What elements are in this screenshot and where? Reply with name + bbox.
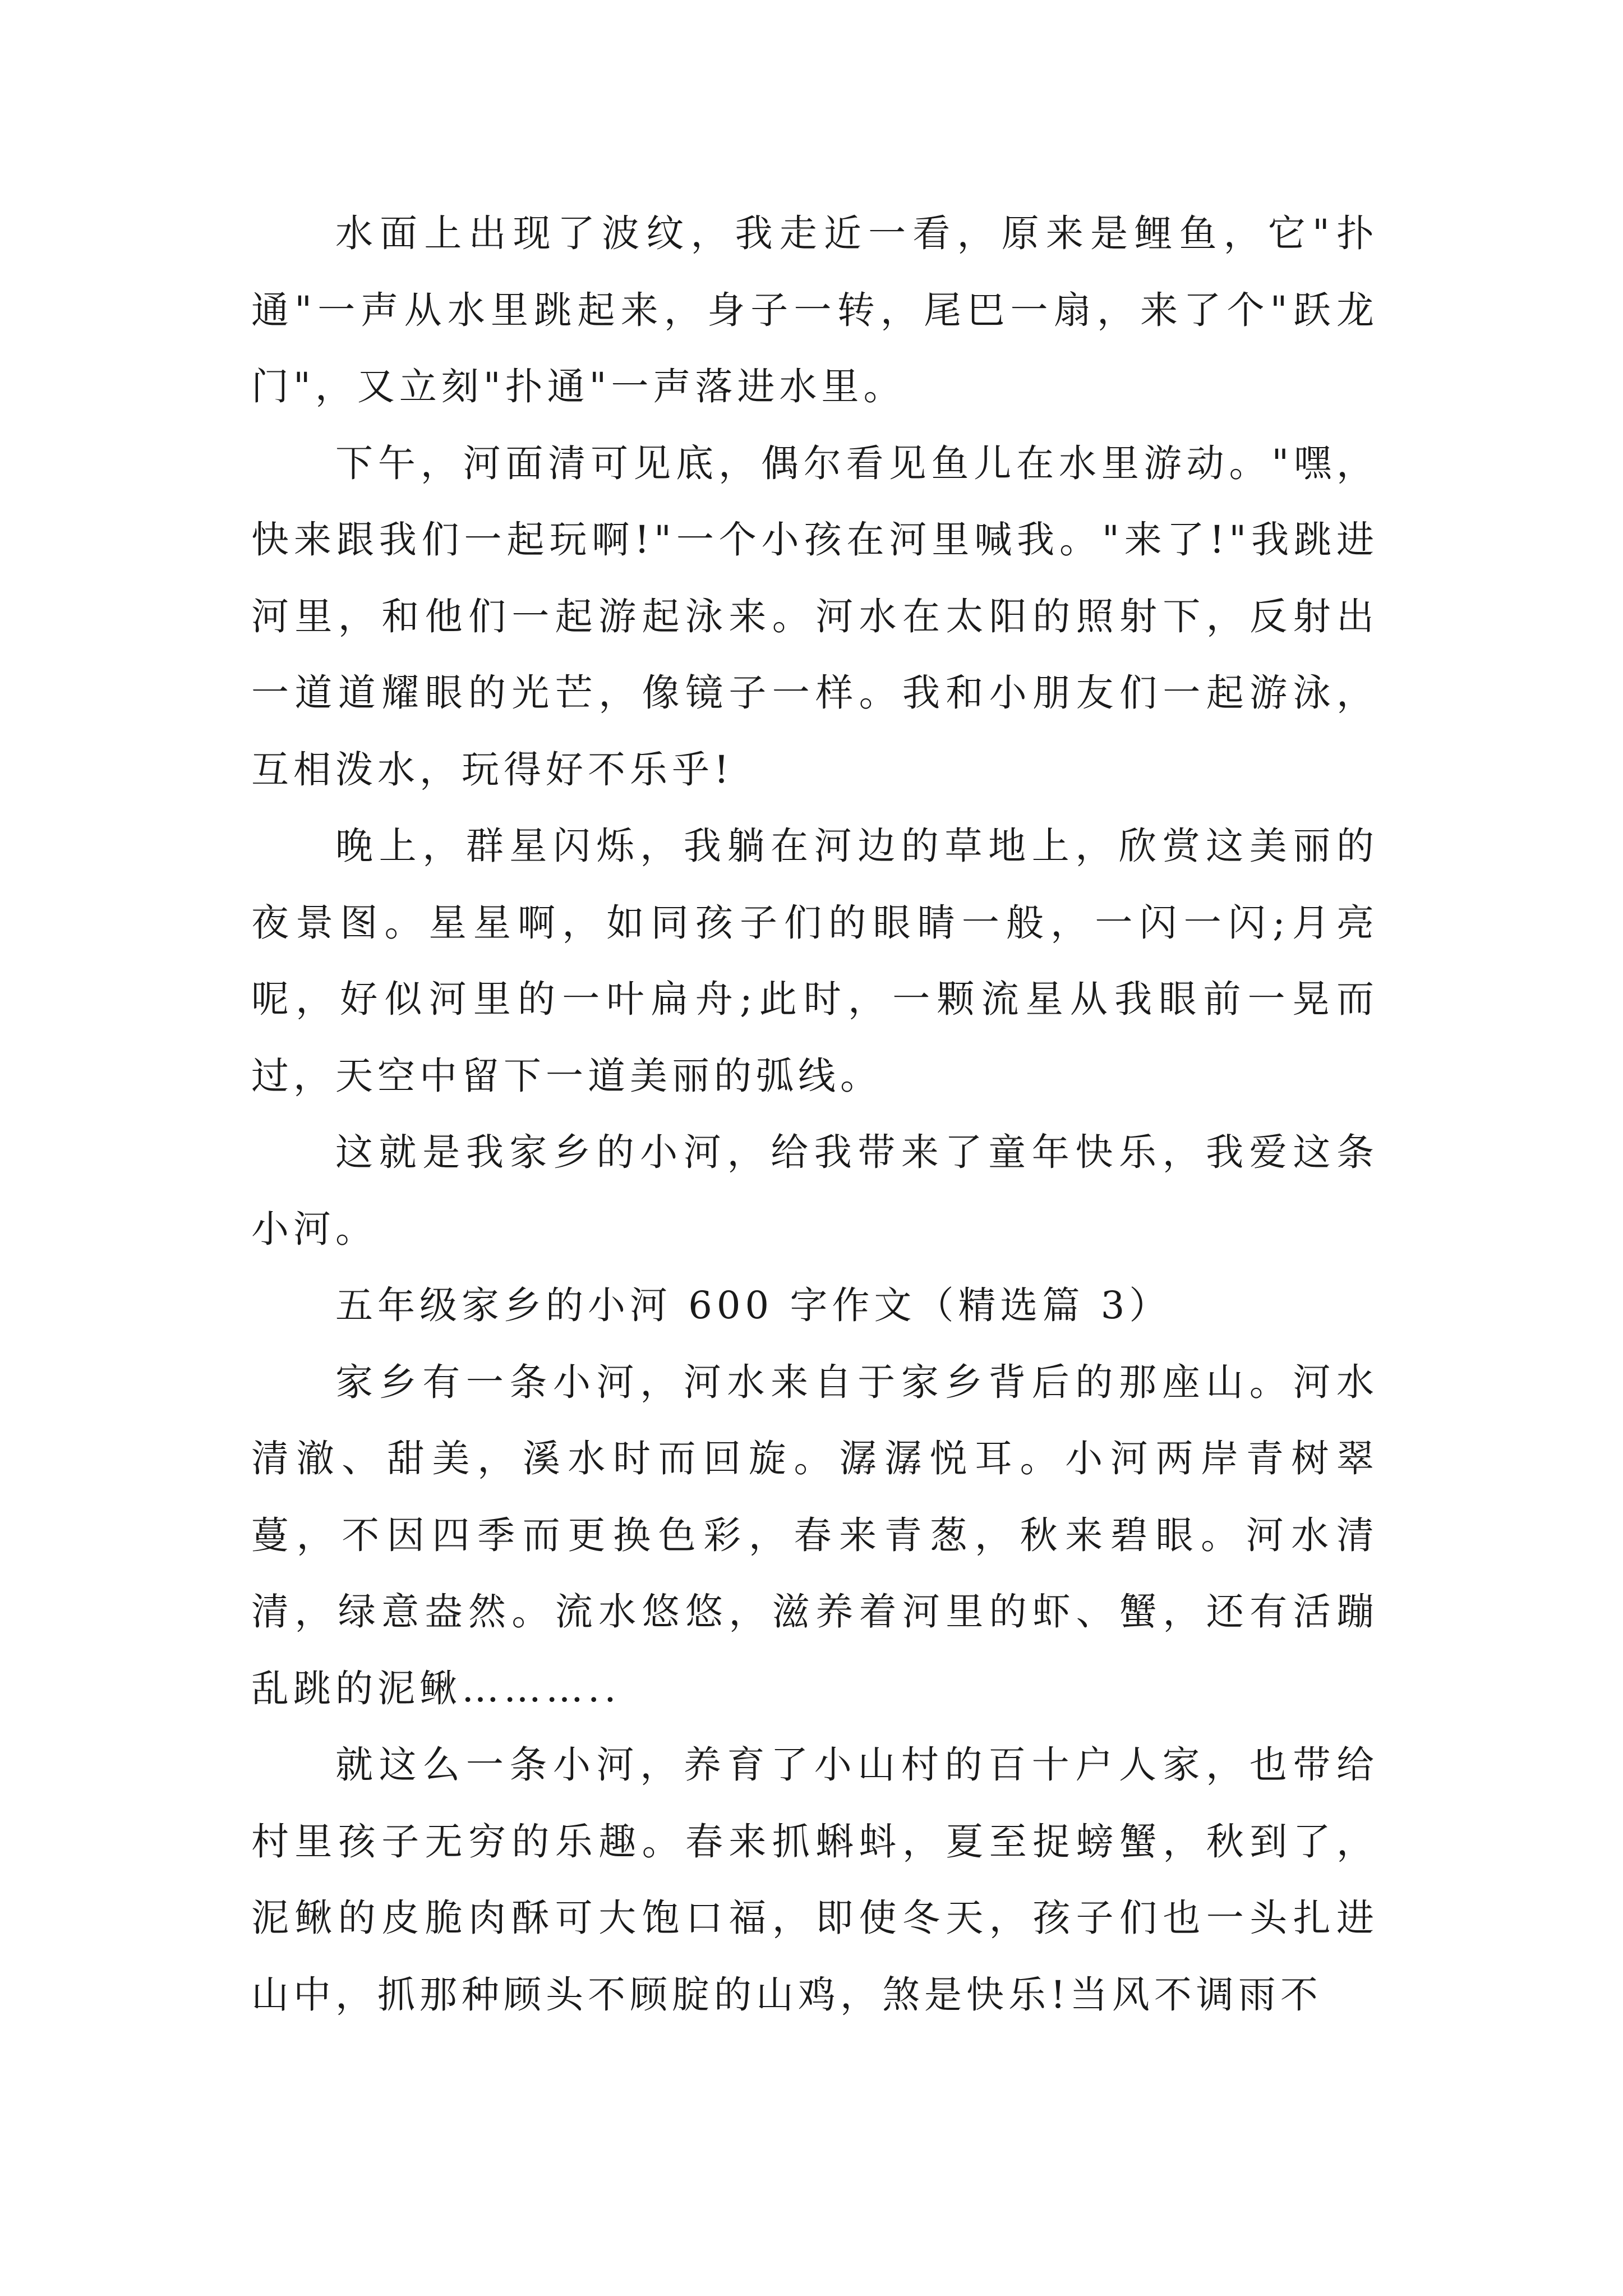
paragraph-river-description: 家乡有一条小河，河水来自于家乡背后的那座山。河水清澈、甜美，溪水时而回旋。潺潺悦耳。小河两岸青树翠蔓，不因四季而更换色彩，春来青葱，秋来碧眼。河水清清，绿意盎然。流水悠悠，滋养着河里的虾、蟹，还有活蹦乱跳的泥鳅………..: [251, 1360, 1378, 1710]
document-body: [251, 195, 1378, 2033]
paragraph-conclusion: 这就是我家乡的小河，给我带来了童年快乐，我爱这条小河。: [251, 1130, 1378, 1251]
paragraph-afternoon-swim: 下午，河面清可见底，偶尔看见鱼儿在水里游动。"嘿，快来跟我们一起玩啊!"一个小孩在河里喊我。"来了!"我跳进河里，和他们一起游起泳来。河水在太阳的照射下，反射出一道道耀眼的光芒，像镜子一样。我和小朋友们一起游泳，互相泼水，玩得好不乐乎!: [251, 441, 1378, 792]
paragraph-carp-jump: 水面上出现了波纹，我走近一看，原来是鲤鱼，它"扑通"一声从水里跳起来，身子一转，尾巴一扇，来了个"跃龙门"，又立刻"扑通"一声落进水里。: [251, 211, 1378, 408]
section-title: 五年级家乡的小河 600 字作文（精选篇 3）: [335, 1283, 1172, 1327]
paragraph-night-stars: 晚上，群星闪烁，我躺在河边的草地上，欣赏这美丽的夜景图。星星啊，如同孩子们的眼睛一般，一闪一闪;月亮呢，好似河里的一叶扁舟;此时，一颗流星从我眼前一晃而过，天空中留下一道美丽的弧线。: [251, 824, 1378, 1098]
paragraph-village-children: 就这么一条小河，养育了小山村的百十户人家，也带给村里孩子无穷的乐趣。春来抓蝌蚪，夏至捉螃蟹，秋到了，泥鳅的皮脆肉酥可大饱口福，即使冬天，孩子们也一头扎进山中，抓那种顾头不顾腚的山鸡，煞是快乐!当风不调雨不: [251, 1743, 1378, 2017]
